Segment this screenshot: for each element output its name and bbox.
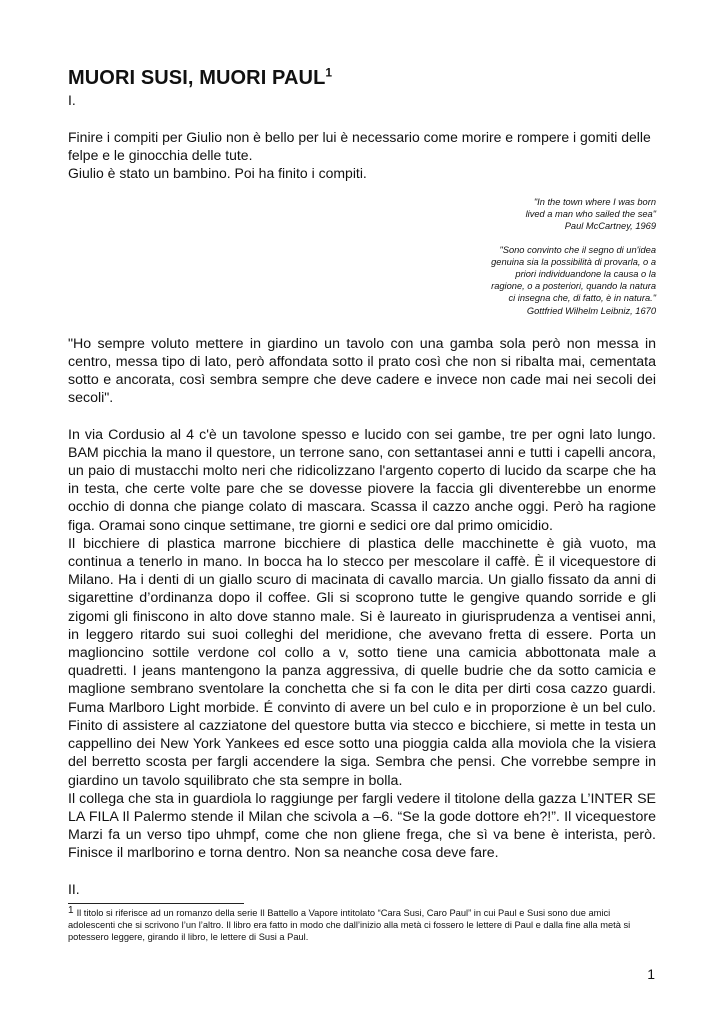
body-paragraph: "Ho sempre voluto mettere in giardino un tavolo con una gamba sola però non messa in centro, messa tipo di lato, però affondata sotto il prato così che non si ribalta mai, cementata sotto e ancorata, così sembra sempre che deve cadere e invece non cade mai nei secoli dei secoli". xyxy=(68,335,656,407)
section-heading-two: II. xyxy=(68,880,80,897)
title-footnote-ref: 1 xyxy=(325,65,333,80)
title-text: MUORI SUSI, MUORI PAUL xyxy=(68,67,326,89)
footnote-text: Il titolo si riferisce ad un romanzo della serie Il Battello a Vapore intitolato “Cara Susi, Caro Paul” in cui Paul e Susi sono due amici adolescenti che si scrivono l’un l’altro. Il libro era fatto in modo che dall’inizio alla metà ci fossero le lettere di Paul e dalla fine alla metà si potessero leggere, girando il libro, le lettere di Susi a Paul. xyxy=(68,908,631,943)
page-title xyxy=(68,66,656,90)
epigraph-line: lived a man who sailed the sea" xyxy=(525,209,656,220)
intro-block xyxy=(68,128,656,182)
body-paragraph: Il collega che sta in guardiola lo raggiunge per fargli vedere il titolone della gazza L’INTER SE LA FILA Il Palermo stende il Milan che scivola a –6. “Se la gode dottore eh?!”. Il vicequestore Marzi fa un verso tipo uhmpf, come che non gliene frega, che sì va bene è interista, però. Finisce il marlborino e torna dentro. Non sa neanche cosa deve fare. xyxy=(68,790,656,862)
epigraph-line: genuina sia la possibilità di provarla, o a xyxy=(491,256,656,267)
epigraph-line: ci insegna che, di fatto, è in natura." xyxy=(508,293,656,304)
body-paragraph: In via Cordusio al 4 c'è un tavolone spesso e lucido con sei gambe, tre per ogni lato lungo. BAM picchia la mano il questore, un terrone sano, con settantasei anni e tutti i capelli ancora, un paio di mustacchi molto neri che ridicolizzano l'argento coperto di lucido da scarpe che ha in testa, che certe volte pare che se dovesse piovere la faccia gli diventerebbe un enorme occhio di donna che piange colato di mascara. Scassa il cazzo anche oggi. Però ha ragione figa. Oramai sono cinque settimane, tre giorni e sedici ore dal primo omicidio. xyxy=(68,426,656,534)
page-number: 1 xyxy=(647,966,655,982)
epigraph-attribution: Gottfried Wilhelm Leibniz, 1670 xyxy=(526,305,656,316)
footnote xyxy=(68,907,656,944)
epigraphs xyxy=(68,196,656,317)
body-paragraph: Il bicchiere di plastica marrone bicchiere di plastica delle macchinette è già vuoto, ma continua a tenerlo in mano. In bocca ha lo stecco per mescolare il caffè. È il vicequestore di Milano. Ha i denti di un giallo scuro di macinata di cavallo marcia. Un giallo fissato da anni di sigarettine d’ordinanza dopo il coffee. Gli si scoprono tutte le gengive quando sorride e gli zigomi gli finiscono in alto dove stanno male. Si è laureato in giurisprudenza a ventisei anni, in leggero ritardo sui suoi colleghi del meridione, che avevano fretta di essere. Porta un maglioncino sottile verdone col collo a v, sotto tiene una camicia abbottonata male a quadretti. I jeans mantengono la panza aggressiva, di quelle budrie che da sotto camicia e maglione sembrano sventolare la conchetta che si fa con le dita per dirti cosa cazzo guardi. Fuma Marlboro Light morbide. É convinto di avere un bel culo e in proporzione è un bel culo. Finito di assistere al cazziatone del questore butta via stecco e bicchiere, si mette in testa un cappellino dei New York Yankees ed esce sotto una pioggia calda alla moviola che la visiera del berretto scosta per fargli accendere la siga. Sembra che pensi. Che vorrebbe sempre in giardino un tavolo squilibrato che sta sempre in bolla. xyxy=(68,535,656,789)
epigraph-line: "Sono convinto che il segno di un'idea xyxy=(499,244,656,255)
epigraph-line: "In the town where I was born xyxy=(533,197,656,207)
intro-line: Giulio è stato un bambino. Poi ha finito i compiti. xyxy=(68,165,367,181)
epigraph-attribution: Paul McCartney, 1969 xyxy=(564,221,656,232)
epigraph-mccartney xyxy=(406,196,656,233)
epigraph-line: ragione, o a posteriori, quando la natura xyxy=(491,281,656,292)
section-heading-one: I. xyxy=(68,92,76,108)
footnote-divider xyxy=(68,903,244,904)
footnote-number: 1 xyxy=(68,905,74,916)
epigraph-leibniz xyxy=(406,244,656,317)
page-content xyxy=(68,66,656,898)
body-text xyxy=(68,335,656,863)
epigraph-line: priori individuandone la causa o la xyxy=(515,269,656,280)
intro-line: Finire i compiti per Giulio non è bello per lui è necessario come morire e rompere i gomiti delle felpe e le ginocchia delle tute. xyxy=(68,129,651,163)
